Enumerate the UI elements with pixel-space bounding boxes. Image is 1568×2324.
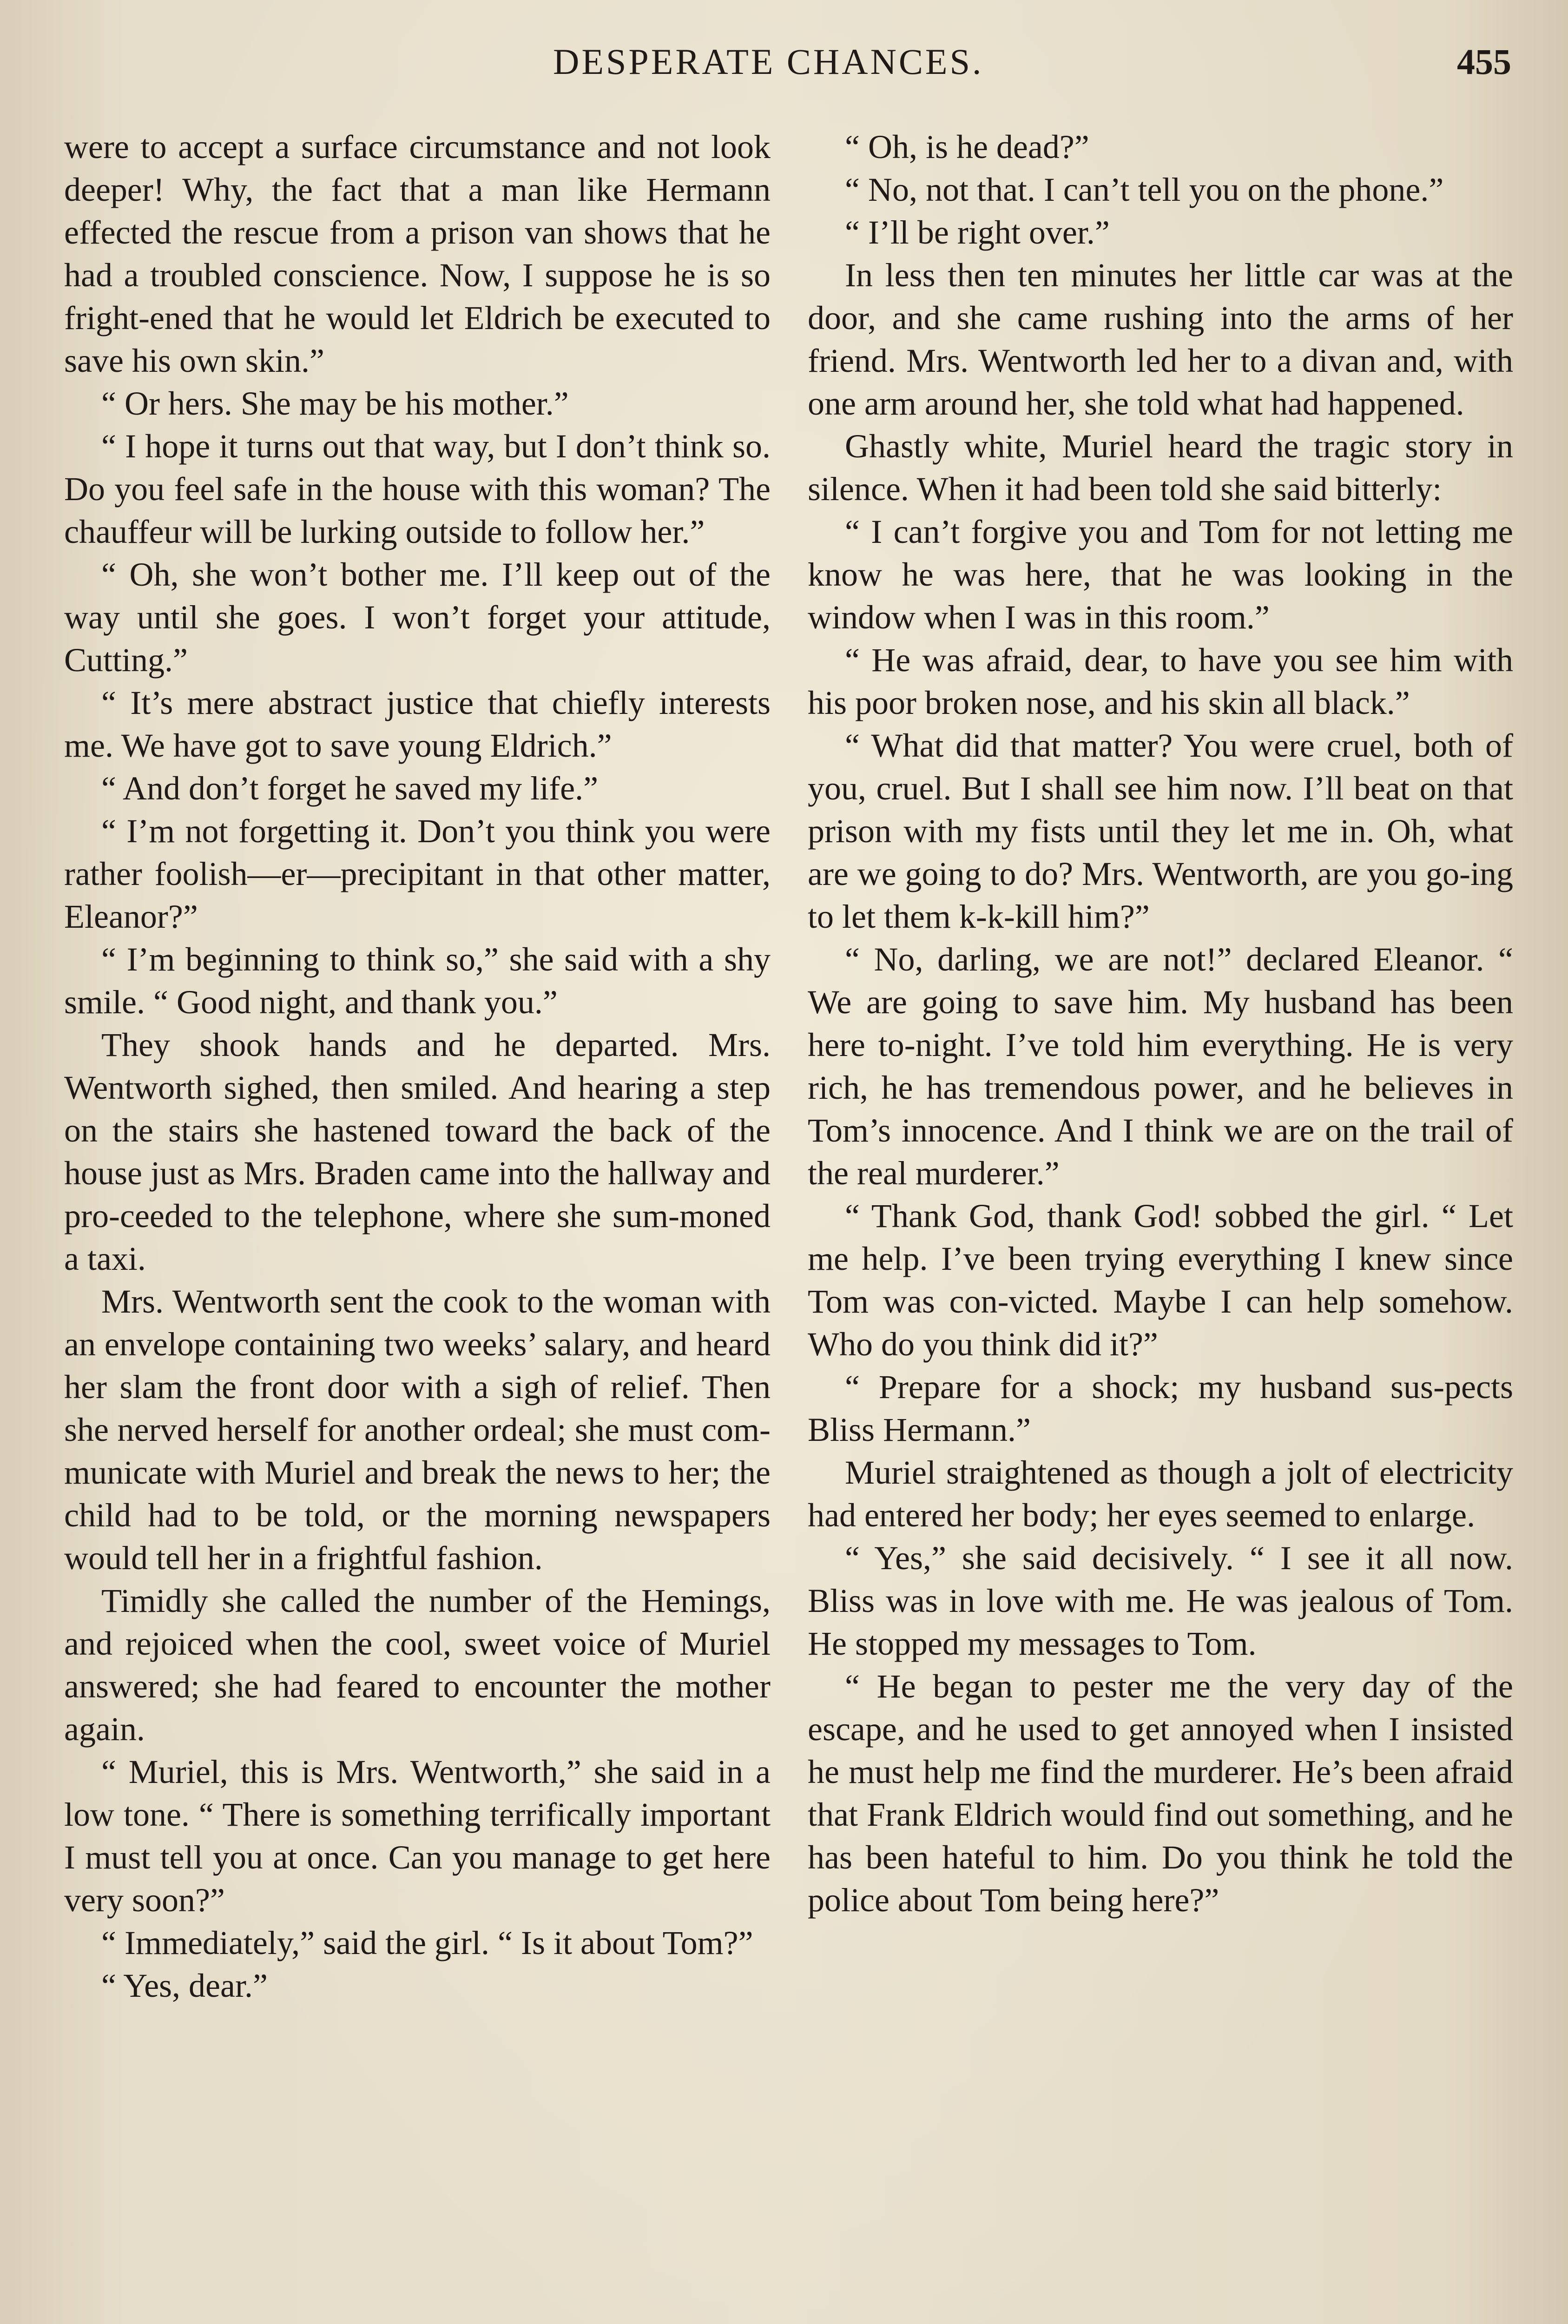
paragraph: Muriel straightened as though a jolt of electricity had entered her body; her eyes seemed to enlarge.: [808, 1454, 1513, 1534]
paragraph: Ghastly white, Muriel heard the tragic story in silence. When it had been told she said bitterly:: [808, 428, 1513, 508]
running-title: DESPERATE CHANCES.: [553, 41, 984, 82]
paragraph: “ No, darling, we are not!” declared Eleanor. “ We are going to save him. My husband has been here to-night. I’ve told him everything. He is very rich, he has tremendous power, and he believes in Tom’s innocence. And I think we are on the trail of the real murderer.”: [808, 941, 1513, 1192]
paragraph: “ Yes, dear.”: [101, 1967, 268, 2004]
paragraph: “ No, not that. I can’t tell you on the phone.”: [845, 171, 1444, 208]
paragraph: “ Yes,” she said decisively. “ I see it all now. Bliss was in love with me. He was jealous of Tom. He stopped my messages to Tom.: [808, 1539, 1513, 1662]
left-text-column: [64, 125, 771, 2007]
page-number: 455: [1457, 41, 1511, 82]
paragraph: “ I’m beginning to think so,” she said with a shy smile. “ Good night, and thank you.”: [64, 941, 771, 1021]
paragraph: “ Immediately,” said the girl. “ Is it about Tom?”: [101, 1924, 753, 1961]
paragraph: Mrs. Wentworth sent the cook to the woman with an envelope containing two weeks’ salary, and heard her slam the front door with a sigh of relief. Then she nerved herself for another ordeal; she must com-municate with Muriel and break the news to her; the child had to be told, or the morning newspapers would tell her in a frightful fashion.: [64, 1283, 771, 1577]
paragraph: “ I’m not forgetting it. Don’t you think you were rather foolish—er—precipitant in that other matter, Eleanor?”: [64, 812, 771, 935]
paragraph: They shook hands and he departed. Mrs. Wentworth sighed, then smiled. And hearing a step on the stairs she hastened toward the back of the house just as Mrs. Braden came into the hallway and pro-ceeded to the telephone, where she sum-moned a taxi.: [64, 1026, 771, 1277]
paragraph: “ I’ll be right over.”: [845, 214, 1110, 251]
paragraph: “ It’s mere abstract justice that chiefly interests me. We have got to save young Eldrich.”: [64, 684, 771, 764]
paragraph: were to accept a surface circumstance and not look deeper! Why, the fact that a man like Hermann effected the rescue from a prison van shows that he had a troubled conscience. Now, I suppose he is so fright-ened that he would let Eldrich be executed to save his own skin.”: [64, 128, 771, 379]
paragraph: Timidly she called the number of the Hemings, and rejoiced when the cool, sweet voice of Muriel answered; she had feared to encounter the mother again.: [64, 1582, 771, 1748]
paragraph: “ Prepare for a shock; my husband sus-pects Bliss Hermann.”: [808, 1368, 1513, 1448]
paragraph: “ And don’t forget he saved my life.”: [101, 770, 599, 807]
right-text-column: [808, 125, 1513, 1921]
paragraph: “ I can’t forgive you and Tom for not letting me know he was here, that he was looking in the window when I was in this room.”: [808, 513, 1513, 636]
paragraph: “ Oh, she won’t bother me. I’ll keep out of the way until she goes. I won’t forget your attitude, Cutting.”: [64, 556, 771, 679]
paragraph: “ What did that matter? You were cruel, both of you, cruel. But I shall see him now. I’ll beat on that prison with my fists until they let me in. Oh, what are we going to do? Mrs. Wentworth, are you go-ing to let them k-k-kill him?”: [808, 727, 1513, 935]
paragraph: “ Or hers. She may be his mother.”: [101, 385, 569, 422]
paragraph: “ I hope it turns out that way, but I don’t think so. Do you feel safe in the house with this woman? The chauffeur will be lurking outside to follow her.”: [64, 428, 771, 550]
paragraph: In less then ten minutes her little car was at the door, and she came rushing into the arms of her friend. Mrs. Wentworth led her to a divan and, with one arm around her, she told what had happened.: [808, 257, 1513, 422]
paragraph: “ Muriel, this is Mrs. Wentworth,” she said in a low tone. “ There is something terrifically important I must tell you at once. Can you manage to get here very soon?”: [64, 1753, 771, 1919]
paragraph: “ He was afraid, dear, to have you see him with his poor broken nose, and his skin all black.”: [808, 641, 1513, 721]
paragraph: “ He began to pester me the very day of the escape, and he used to get annoyed when I insisted he must help me find the murderer. He’s been afraid that Frank Eldrich would find out something, and he has been hateful to him. Do you think he told the police about Tom being here?”: [808, 1668, 1513, 1919]
paragraph: “ Oh, is he dead?”: [845, 128, 1089, 165]
paragraph: “ Thank God, thank God! sobbed the girl. “ Let me help. I’ve been trying everything I knew since Tom was con-victed. Maybe I can help somehow. Who do you think did it?”: [808, 1197, 1513, 1363]
